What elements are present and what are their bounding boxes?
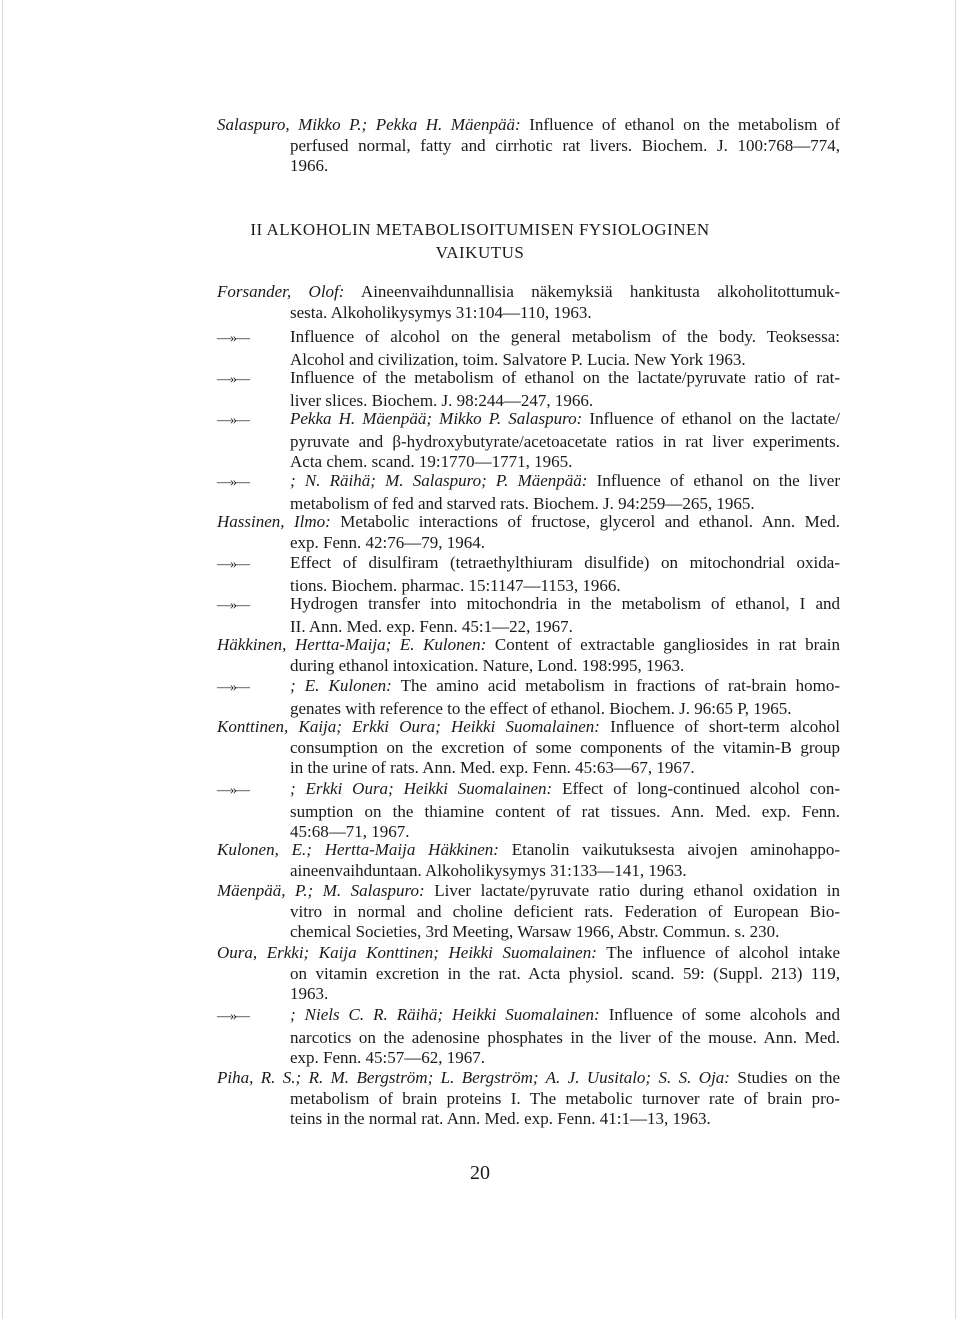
reference-line <box>217 391 840 412</box>
reference-text: consumption on the excretion of some components of the vitamin-B group <box>290 737 840 757</box>
reference-line <box>217 303 840 324</box>
reference-text: in the urine of rats. Ann. Med. exp. Fenn. 45:63—67, 1967. <box>290 758 695 777</box>
reference-line <box>217 452 840 473</box>
reference-line <box>217 840 840 861</box>
reference-text: sesta. Alkoholikysymys 31:104—110, 1963. <box>290 302 592 322</box>
reference-line <box>217 676 840 699</box>
reference-text: Liver lactate/pyruvate ratio during ethanol oxidation in <box>424 881 840 900</box>
reference-line <box>217 1109 840 1130</box>
reference-authors: ; N. Räihä; M. Salaspuro; P. Mäenpää: <box>290 471 588 490</box>
reference-line <box>217 512 840 533</box>
reference-line <box>217 409 840 432</box>
reference-text: exp. Fenn. 45:57—62, 1967. <box>290 1048 486 1067</box>
page-edge-right <box>955 0 956 1319</box>
reference-authors: ; Erkki Oura; Heikki Suomalainen: <box>290 779 553 798</box>
reference-line <box>217 984 840 1005</box>
reference-line <box>217 594 840 617</box>
reference-text: liver slices. Biochem. J. 98:244—247, 1966. <box>290 390 594 410</box>
page-edge-left <box>2 0 3 1319</box>
reference-line <box>217 902 840 923</box>
reference-text: teins in the normal rat. Ann. Med. exp. Fenn. 41:1—13, 1963. <box>290 1109 711 1128</box>
reference-text: Alcohol and civilization, toim. Salvatore P. Lucia. New York 1963. <box>290 349 746 369</box>
section-heading-line-2: VAIKUTUS <box>435 243 525 262</box>
reference-text: Effect of long-continued alcohol con- <box>552 779 840 798</box>
reference-line <box>217 881 840 902</box>
reference-entry <box>217 594 840 637</box>
reference-entry <box>217 471 840 514</box>
reference-line <box>217 494 840 515</box>
reference-text: sumption on the thiamine content of rat tissues. Ann. Med. exp. Fenn. <box>290 801 840 821</box>
reference-entry <box>217 553 840 596</box>
reference-line <box>217 136 840 157</box>
reference-line <box>217 327 840 350</box>
reference-text: Influence of ethanol on the metabolism of <box>520 115 840 134</box>
reference-text: genates with reference to the effect of ethanol. Biochem. J. 96:65 P, 1965. <box>290 698 792 718</box>
reference-authors: Hassinen, Ilmo: <box>217 512 331 531</box>
reference-text: Influence of some alcohols and <box>599 1005 840 1024</box>
reference-line <box>217 635 840 656</box>
reference-text: 45:68—71, 1967. <box>290 822 410 841</box>
reference-text: metabolism of brain proteins I. The metabolic turnover rate of brain pro- <box>290 1088 840 1108</box>
reference-line <box>217 1028 840 1049</box>
reference-text: Influence of ethanol on the lactate/ <box>582 409 840 428</box>
ditto-dash: —»— <box>217 475 249 490</box>
reference-text: perfused normal, fatty and cirrhotic rat livers. Biochem. J. 100:768—774, <box>290 135 840 155</box>
reference-authors: Forsander, Olof: <box>217 282 345 301</box>
reference-entry <box>217 943 840 1005</box>
reference-line <box>217 758 840 779</box>
reference-text: Effect of disulfiram (tetraethylthiuram disulfide) on mitochondrial oxida- <box>290 553 840 572</box>
reference-line <box>217 115 840 136</box>
reference-text: Influence of short-term alcohol <box>599 717 840 736</box>
reference-entry <box>217 115 840 177</box>
reference-text: Studies on the <box>729 1068 840 1087</box>
reference-text: on vitamin excretion in the rat. Acta physiol. scand. 59: (Suppl. 213) 119, <box>290 963 840 983</box>
reference-entry <box>217 1005 840 1069</box>
reference-line <box>217 533 840 554</box>
reference-line <box>217 617 840 638</box>
reference-authors: Konttinen, Kaija; Erkki Oura; Heikki Suomalainen: <box>217 717 600 736</box>
reference-entry <box>217 840 840 881</box>
reference-line <box>217 922 840 943</box>
reference-line <box>217 471 840 494</box>
page-number: 20 <box>470 1162 490 1184</box>
ditto-dash: —»— <box>217 598 249 613</box>
reference-text: 1966. <box>290 156 329 175</box>
reference-text: Influence of alcohol on the general metabolism of the body. Teoksessa: <box>290 327 840 346</box>
ditto-dash: —»— <box>217 331 249 346</box>
reference-text: Metabolic interactions of fructose, glycerol and ethanol. Ann. Med. <box>330 512 840 531</box>
reference-line <box>217 699 840 720</box>
reference-line <box>217 156 840 177</box>
reference-authors: Piha, R. S.; R. M. Bergström; L. Bergström; A. J. Uusitalo; S. S. Oja: <box>217 1068 730 1087</box>
reference-line <box>217 964 840 985</box>
reference-line <box>217 1048 840 1069</box>
reference-text: vitro in normal and choline deficient rats. Federation of European Bio- <box>290 901 840 921</box>
reference-text: Influence of the metabolism of ethanol on the lactate/pyruvate ratio of rat- <box>290 368 840 387</box>
reference-text: tions. Biochem. pharmac. 15:1147—1153, 1966. <box>290 575 621 595</box>
reference-line <box>217 282 840 303</box>
reference-authors: Salaspuro, Mikko P.; Pekka H. Mäenpää: <box>217 115 521 134</box>
ditto-dash: —»— <box>217 1009 249 1024</box>
reference-line <box>217 553 840 576</box>
reference-entry <box>217 676 840 719</box>
reference-text: The amino acid metabolism in fractions of rat-brain homo- <box>391 676 840 695</box>
reference-text: Influence of ethanol on the liver <box>587 471 840 490</box>
reference-entry <box>217 282 840 323</box>
reference-text: chemical Societies, 3rd Meeting, Warsaw 1966, Abstr. Commun. s. 230. <box>290 922 780 941</box>
reference-entry <box>217 368 840 411</box>
reference-entry <box>217 327 840 370</box>
reference-line <box>217 350 840 371</box>
reference-entry <box>217 779 840 843</box>
reference-line <box>217 861 840 882</box>
section-heading-line-1: II ALKOHOLIN METABOLISOITUMISEN FYSIOLOGINEN <box>250 220 710 239</box>
reference-entry <box>217 409 840 473</box>
reference-line <box>217 802 840 823</box>
reference-line <box>217 1068 840 1089</box>
reference-line <box>217 779 840 802</box>
reference-authors: Mäenpää, P.; M. Salaspuro: <box>217 881 425 900</box>
reference-entry <box>217 512 840 553</box>
reference-text: 1963. <box>290 984 329 1003</box>
reference-line <box>217 738 840 759</box>
ditto-dash: —»— <box>217 783 249 798</box>
reference-entry <box>217 635 840 676</box>
reference-entry <box>217 1068 840 1130</box>
reference-line <box>217 717 840 738</box>
ditto-dash: —»— <box>217 680 249 695</box>
reference-text: The influence of alcohol intake <box>596 943 840 962</box>
reference-text: II. Ann. Med. exp. Fenn. 45:1—22, 1967. <box>290 616 573 636</box>
reference-line <box>217 576 840 597</box>
reference-text: metabolism of fed and starved rats. Biochem. J. 94:259—265, 1965. <box>290 493 755 513</box>
reference-entry <box>217 717 840 779</box>
reference-line <box>217 656 840 677</box>
reference-authors: Oura, Erkki; Kaija Konttinen; Heikki Suomalainen: <box>217 943 597 962</box>
reference-authors: ; Niels C. R. Räihä; Heikki Suomalainen: <box>290 1005 600 1024</box>
reference-line <box>217 368 840 391</box>
reference-authors: ; E. Kulonen: <box>290 676 392 695</box>
reference-line <box>217 1089 840 1110</box>
ditto-dash: —»— <box>217 413 249 428</box>
reference-text: Acta chem. scand. 19:1770—1771, 1965. <box>290 452 573 471</box>
reference-text: Aineenvaihdunnallisia näkemyksiä hankitusta alkoholitottumuk- <box>344 282 840 301</box>
reference-text: during ethanol intoxication. Nature, Lond. 198:995, 1963. <box>290 655 685 675</box>
reference-text: Etanolin vaikutuksesta aivojen aminohappo- <box>498 840 840 859</box>
reference-line <box>217 943 840 964</box>
reference-text: pyruvate and β-hydroxybutyrate/acetoacetate ratios in rat liver experiments. <box>290 431 840 451</box>
reference-line <box>217 432 840 453</box>
reference-text: exp. Fenn. 42:76—79, 1964. <box>290 532 486 552</box>
reference-entry <box>217 881 840 943</box>
reference-line <box>217 1005 840 1028</box>
reference-text: aineenvaihduntaan. Alkoholikysymys 31:133—141, 1963. <box>290 860 687 880</box>
reference-text: narcotics on the adenosine phosphates in the liver of the mouse. Ann. Med. <box>290 1027 840 1047</box>
reference-authors: Häkkinen, Hertta-Maija; E. Kulonen: <box>217 635 487 654</box>
reference-text: Hydrogen transfer into mitochondria in the metabolism of ethanol, I and <box>290 594 840 613</box>
reference-authors: Pekka H. Mäenpää; Mikko P. Salaspuro: <box>290 409 583 428</box>
ditto-dash: —»— <box>217 372 249 387</box>
ditto-dash: —»— <box>217 557 249 572</box>
reference-text: Content of extractable gangliosides in rat brain <box>486 635 841 654</box>
reference-authors: Kulonen, E.; Hertta-Maija Häkkinen: <box>217 840 499 859</box>
